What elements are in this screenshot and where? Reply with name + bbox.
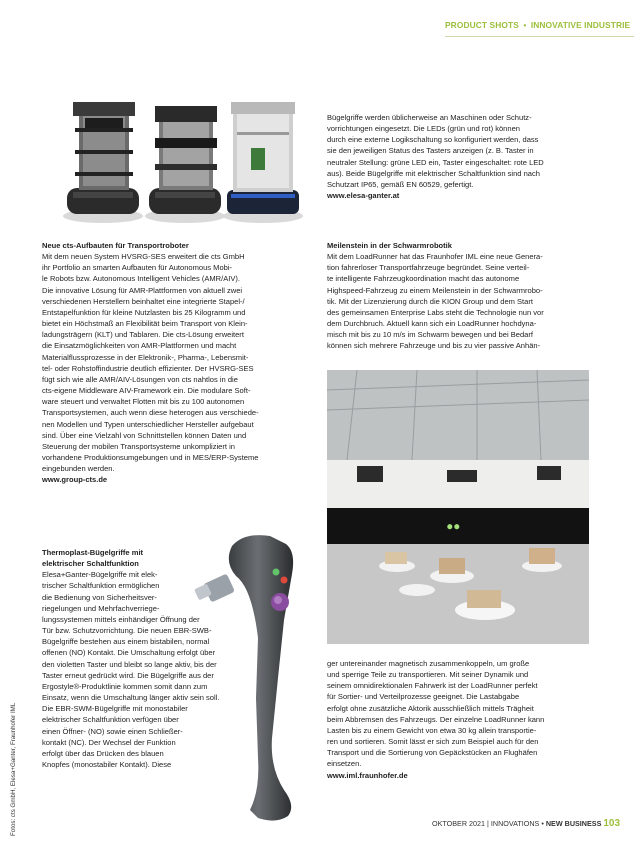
header-rule bbox=[445, 36, 634, 37]
article-elesa-title: Thermoplast-Bügelgriffe mit bbox=[42, 548, 144, 557]
article-cts bbox=[42, 240, 304, 485]
text-line: Einsatz, wenn die Umschaltung länger aktiv sein soll. bbox=[42, 693, 220, 703]
text-line: le Robots bzw. Autonomous Intelligent Vehicles (AMR/AIV). bbox=[42, 274, 240, 284]
header-dot: • bbox=[523, 20, 527, 30]
text-line: Mit dem LoadRunner hat das Fraunhofer IML eine neue Genera- bbox=[327, 252, 543, 262]
text-line: Entstapelfunktion für kleine Nutzlasten bis 25 Kilogramm und bbox=[42, 307, 246, 317]
text-line: Knopfes (monostabiler Kontakt). Diese bbox=[42, 759, 172, 769]
text-line: ger untereinander magnetisch zusammenkoppeln, um große bbox=[327, 659, 530, 668]
text-line: eingebunden werden. bbox=[42, 464, 115, 474]
text-line: erfolgt über das Drücken des blauen bbox=[42, 748, 164, 758]
footer-month: OKTOBER 2021 bbox=[432, 819, 486, 828]
elesa-link[interactable]: www.elesa-ganter.at bbox=[327, 191, 400, 201]
fraunhofer-link[interactable]: www.iml.fraunhofer.de bbox=[327, 770, 408, 780]
banner-logo: ⬤ ⬤ bbox=[447, 524, 460, 530]
text-line: die Bedienung von Sicherheitsver- bbox=[42, 592, 157, 602]
text-line: sind. Über eine Vielzahl von Schnittstellen können Daten und bbox=[42, 430, 247, 440]
text-line: Steuerung der mobilen Transportsysteme unkompliziert in bbox=[42, 441, 235, 451]
text-line: Highspeed-Fahrzeug zu einem Meilenstein in der Schwarmrobo- bbox=[327, 285, 543, 295]
text-line: kontakt (NC). Der Wechsel der Funktion bbox=[42, 737, 176, 747]
text-line: Transportsystemen, auch wenn diese heterogen aus verschiede- bbox=[42, 408, 259, 418]
text-line: für Sortier- und Verteilprozesse geeignet. Die Lastabgabe bbox=[327, 692, 520, 702]
footer-sep: | bbox=[487, 819, 491, 828]
robot-2 bbox=[145, 106, 225, 223]
text-line: tion fahrerloser Transportfahrzeuge begründet. Seine verteil- bbox=[327, 263, 530, 273]
header-sub: INNOVATIVE INDUSTRIE bbox=[530, 20, 631, 30]
text-line: lungssystemen mittels einhändiger Öffnung der bbox=[42, 614, 200, 624]
text-line: Die EBR-SWM-Bügelgriffe mit monostabiler bbox=[42, 704, 188, 714]
footer-brand: NEW BUSINESS bbox=[545, 819, 602, 828]
text-line: Transport und die Sortierung von Gepäckstücken an Flughäfen bbox=[327, 748, 538, 758]
robot-attachments-image bbox=[55, 88, 305, 228]
text-line: vorhandene Produktionsumgebungen und in MES/ERP-Systeme bbox=[42, 452, 259, 462]
text-line: den violetten Taster und bleibt so lange aktiv, bis der bbox=[42, 659, 217, 669]
text-line: Tür bzw. Schutzvorrichtung. Die neuen EBR-SWB- bbox=[42, 626, 212, 636]
text-line: cts-eigene Middleware AIV-Framework ein. Die modulare Soft- bbox=[42, 386, 251, 396]
text-line: tel- oder Rohstoffindustrie deutlich effizienter. Der HVSRG-SES bbox=[42, 363, 254, 373]
text-line: te intelligente Fahrzeugkoordination macht das autonome bbox=[327, 274, 520, 284]
text-line: Taster erneut gedrückt wird. Die Bügelgriffe aus der bbox=[42, 670, 214, 680]
text-line: nen Modellen und Typen unterschiedlicher Hersteller aufgebaut bbox=[42, 419, 254, 429]
text-line: tik. Mit der Lizenzierung durch die KION Group und dem Start bbox=[327, 296, 533, 306]
article-fraunhofer-cont bbox=[327, 658, 589, 781]
page-footer bbox=[432, 818, 620, 829]
text-line: ihr Portfolio an smarten Aufbauten für Autonomous Mobi- bbox=[42, 263, 233, 273]
loadrunner-photo bbox=[327, 370, 589, 644]
text-line: durch eine externe Logikschaltung so konfiguriert werden, dass bbox=[327, 135, 539, 145]
text-line: des gemeinsamen Enterprise Labs steht die Technologie nun vor bbox=[327, 307, 544, 317]
text-line: einen Öffner- (NO) sowie einen Schließer- bbox=[42, 726, 183, 736]
text-line: offenen (NO) Kontakt. Die Umschaltung erfolgt über bbox=[42, 648, 216, 658]
photo-credit: Fotos: cts GmbH, Elesa+Ganter, Fraunhofer IML bbox=[10, 702, 17, 836]
text-line: bietet ein Höchstmaß an Flexibilität beim Transport von Klein- bbox=[42, 319, 248, 329]
text-line: können sich mehrere Fahrzeuge und bis zu vier passive Anhän- bbox=[327, 341, 541, 351]
text-line: sie den jeweiligen Status des Tasters anzeigen (z. B. Taster in bbox=[327, 146, 534, 156]
robot-1 bbox=[63, 102, 143, 223]
text-line: Elesa+Ganter-Bügelgriffe mit elek- bbox=[42, 570, 158, 580]
article-elesa-title-line2: elektrischer Schaltfunktion bbox=[42, 559, 139, 569]
text-line: beim Abbremsen des Fahrzeugs. Der einzelne LoadRunner kann bbox=[327, 714, 545, 724]
cts-link[interactable]: www.group-cts.de bbox=[42, 475, 108, 485]
footer-mag: INNOVATIONS bbox=[490, 819, 540, 828]
footer-dot: • bbox=[541, 819, 546, 828]
text-line: und sperrige Teile zu transportieren. Mit seiner Dynamik und bbox=[327, 670, 529, 680]
article-fraunhofer-title: Meilenstein in der Schwarmrobotik bbox=[327, 241, 452, 250]
text-line: seinem omnidirektionalen Fahrwerk ist der LoadRunner perfekt bbox=[327, 681, 538, 691]
text-line: Ergostyle®-Produktlinie kommen somit dann zum bbox=[42, 681, 208, 691]
text-line: aus). Beide Bügelgriffe mit elektrischer Schaltfunktion sind nach bbox=[327, 168, 540, 178]
section-header bbox=[445, 20, 634, 36]
text-line: misch mit bis zu 10 m/s im Schwarm bewegen und bei Bedarf bbox=[327, 330, 533, 340]
text-line: ren und sortieren. Somit lässt er sich zum Beispiel auch für den bbox=[327, 737, 539, 747]
text-line: neutraler Stellung: grüne LED ein, Taster eingeschaltet: rote LED bbox=[327, 157, 544, 167]
text-line: elektrischer Schaltfunktion verfügen über bbox=[42, 715, 179, 725]
header-section: PRODUCT SHOTS bbox=[445, 20, 519, 30]
text-line: einsetzen. bbox=[327, 759, 362, 769]
text-line: dem Durchbruch. Aktuell kann sich ein LoadRunner hochdyna- bbox=[327, 319, 537, 329]
text-line: fügt sich wie alle AMR/AIV-Lösungen von cts nahtlos in die bbox=[42, 374, 238, 384]
text-line: Bügelgriffe werden üblicherweise an Maschinen oder Schutz- bbox=[327, 113, 532, 122]
article-cts-title: Neue cts-Aufbauten für Transportroboter bbox=[42, 241, 189, 250]
article-elesa bbox=[42, 547, 220, 770]
robot-3 bbox=[223, 102, 303, 223]
bow-handle-image bbox=[192, 528, 332, 828]
text-line: Die innovative Lösung für AMR-Plattformen von aktuell zwei bbox=[42, 285, 243, 295]
text-line: ware steuert und verwaltet Flotten mit bis zu 100 autonomen bbox=[42, 397, 245, 407]
text-line: erfolgt ohne zusätzliche Aktorik ausschließlich mittels Trägheit bbox=[327, 703, 534, 713]
text-line: riegelungen und Mehrfachverriege- bbox=[42, 603, 160, 613]
text-line: ladungsträgern (KLT) und Tablaren. Die cts-Lösung erweitert bbox=[42, 330, 244, 340]
page-number: 103 bbox=[603, 818, 621, 829]
text-line: Mit dem neuen System HVSRG-SES erweitert die cts GmbH bbox=[42, 252, 245, 262]
text-line: Bügelgriffe bestehen aus einem bistabilen, normal bbox=[42, 637, 210, 647]
text-line: trischer Schaltfunktion ermöglichen bbox=[42, 581, 160, 591]
text-line: vorrichtungen eingesetzt. Die LEDs (grün und rot) können bbox=[327, 124, 520, 134]
text-line: Lasten bis zu einem Gewicht von etwa 30 kg allein transportie- bbox=[327, 725, 537, 735]
text-line: Materialflussprozesse in der Elektronik-, Pharma-, Lebensmit- bbox=[42, 352, 249, 362]
article-fraunhofer bbox=[327, 240, 589, 352]
article-elesa-cont bbox=[327, 112, 589, 201]
text-line: Schutzart IP65, gemäß EN 60529, gefertigt. bbox=[327, 179, 474, 189]
text-line: die Einsatzmöglichkeiten von AMR-Plattformen und macht bbox=[42, 341, 237, 351]
text-line: verschiedenen Herstellern beinhaltet eine integrierte Stapel-/ bbox=[42, 296, 245, 306]
